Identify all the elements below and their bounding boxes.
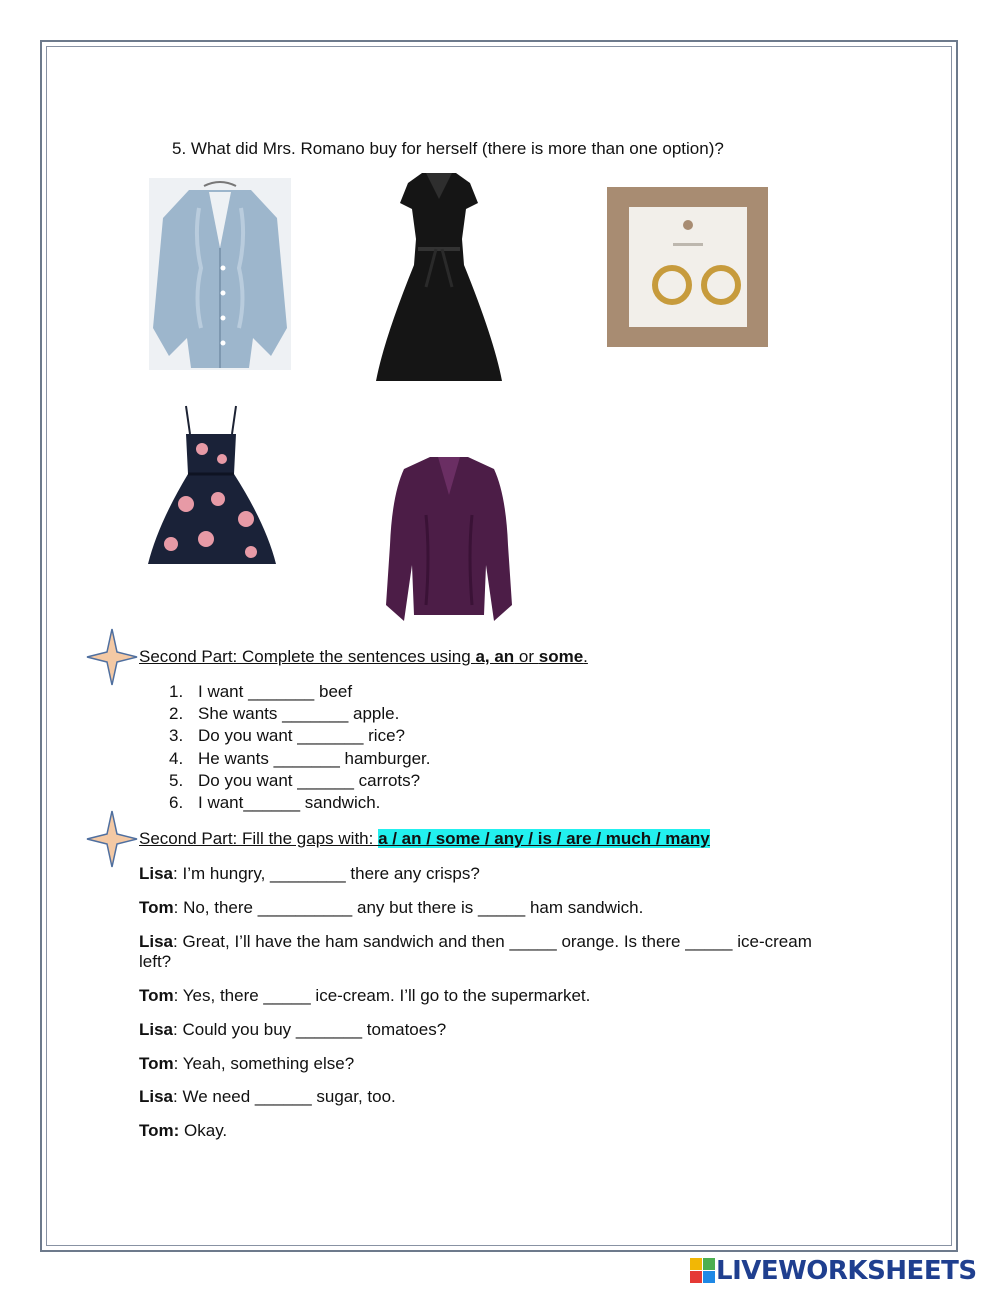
list-item-text: Do you want ______ carrots? — [198, 771, 421, 790]
star-bullet-2-icon — [86, 810, 138, 868]
word-bank-highlight: a / an / some / any / is / are / much / many — [378, 829, 710, 848]
list-item-text: She wants _______ apple. — [198, 704, 400, 723]
star-bullet-1-icon — [86, 628, 138, 686]
dialogue-line: Tom: Yes, there _____ ice-cream. I’ll go to the supermarket. — [139, 986, 591, 1005]
list-item: 6. — [169, 793, 184, 812]
list-item: 2. — [169, 704, 184, 723]
section2-title: Second Part: Fill the gaps with: a / an / some / any / is / are / much / many — [139, 829, 710, 848]
list-item: 5. — [169, 771, 184, 790]
logo-text: LIVEWORKSHEETS — [716, 1256, 977, 1286]
dialogue-line: Lisa: Great, I’ll have the ham sandwich and then _____ orange. Is there _____ ice-cream — [139, 932, 812, 951]
dialogue-line-continued: left? — [139, 952, 172, 971]
list-item: 1. — [169, 682, 184, 701]
cardigan-image[interactable] — [149, 178, 291, 370]
dialogue-line: Tom: Okay. — [139, 1121, 228, 1140]
dialogue-line: Lisa: Could you buy _______ tomatoes? — [139, 1020, 447, 1039]
floral-dress-image[interactable] — [146, 404, 278, 572]
black-dress-image[interactable] — [374, 169, 504, 387]
list-item: 3. — [169, 726, 184, 745]
logo-blocks-icon — [690, 1258, 716, 1284]
list-item-text: He wants _______ hamburger. — [198, 749, 431, 768]
purple-blouse-image[interactable] — [382, 455, 516, 623]
list-item-text: Do you want _______ rice? — [198, 726, 405, 745]
earrings-image[interactable] — [607, 187, 768, 347]
dialogue-line: Lisa: I’m hungry, ________ there any crisps? — [139, 864, 480, 883]
dialogue-line: Lisa: We need ______ sugar, too. — [139, 1087, 396, 1106]
liveworksheets-logo[interactable] — [690, 1256, 977, 1286]
list-item-text: I want______ sandwich. — [198, 793, 381, 812]
dialogue-line: Tom: No, there __________ any but there is _____ ham sandwich. — [139, 898, 644, 917]
section1-title: Second Part: Complete the sentences using a, an or some. — [139, 647, 588, 666]
list-item-text: I want _______ beef — [198, 682, 353, 701]
list-item: 4. — [169, 749, 184, 768]
dialogue-line: Tom: Yeah, something else? — [139, 1054, 355, 1073]
question-5: 5. What did Mrs. Romano buy for herself (there is more than one option)? — [172, 139, 724, 158]
